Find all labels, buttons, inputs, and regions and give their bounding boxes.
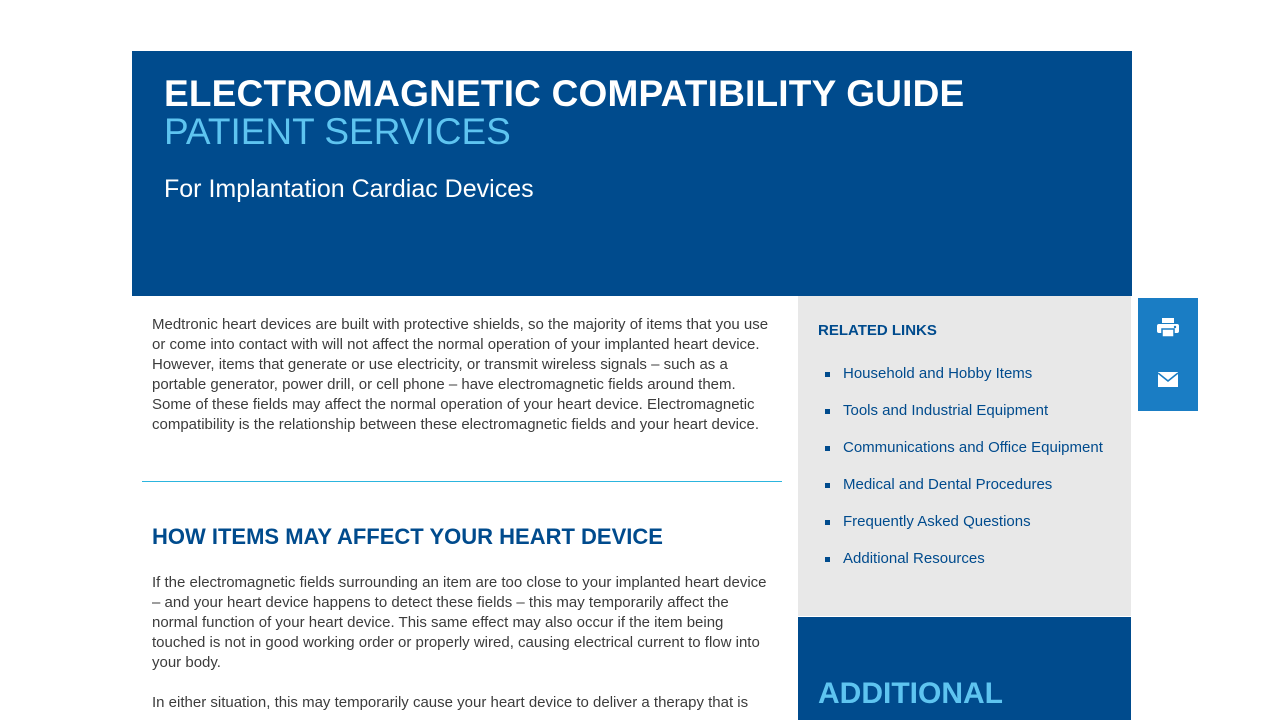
intro-paragraph: Medtronic heart devices are built with protective shields, so the majority of items that you use or come into contact with will not affect the normal operation of your implanted heart device. However, items that generate or use electricity, or transmit wireless signals – such as a portable generator, power drill, or cell phone – have electromagnetic fields around them. Some of these fields may affect the normal operation of your heart device. Electromagnetic compatibility is the relationship between these electromagnetic fields and your heart device. <box>152 316 769 433</box>
related-link-tools[interactable] <box>818 401 1118 421</box>
hero-banner <box>132 51 1132 296</box>
related-link-label[interactable]: Additional Resources <box>843 550 985 567</box>
related-links-panel <box>798 296 1131 616</box>
share-toolbar <box>1138 298 1198 411</box>
bullet-icon <box>825 557 830 562</box>
related-link-faq[interactable] <box>818 512 1118 532</box>
related-link-label[interactable]: Medical and Dental Procedures <box>843 476 1053 493</box>
printer-icon <box>1157 318 1179 338</box>
related-link-household[interactable] <box>818 364 1118 384</box>
related-links-heading: RELATED LINKS <box>818 322 937 339</box>
related-link-label[interactable]: Household and Hobby Items <box>843 365 1033 382</box>
related-link-communications[interactable] <box>818 438 1118 458</box>
body-paragraph: In either situation, this may temporarily cause your heart device to deliver a therapy that is <box>152 694 749 711</box>
additional-heading: ADDITIONAL <box>818 677 1003 710</box>
main-content <box>132 296 797 720</box>
related-link-label[interactable]: Tools and Industrial Equipment <box>843 402 1049 419</box>
page-subtitle: PATIENT SERVICES <box>164 111 511 152</box>
page-tagline: For Implantation Cardiac Devices <box>164 175 534 203</box>
related-links-list <box>818 364 1118 586</box>
page-title: ELECTROMAGNETIC COMPATIBILITY GUIDE <box>164 73 965 114</box>
bullet-icon <box>825 520 830 525</box>
bullet-icon <box>825 483 830 488</box>
envelope-icon <box>1158 372 1178 387</box>
related-link-resources[interactable] <box>818 549 1118 569</box>
related-link-label[interactable]: Frequently Asked Questions <box>843 513 1031 530</box>
bullet-icon <box>825 372 830 377</box>
email-button[interactable] <box>1138 354 1198 404</box>
section-divider <box>142 481 782 482</box>
related-link-label[interactable]: Communications and Office Equipment <box>843 439 1103 456</box>
bullet-icon <box>825 446 830 451</box>
body-paragraph: If the electromagnetic fields surrounding an item are too close to your implanted heart device – and your heart device happens to detect these fields – this may temporarily affect the normal function of your heart device. This same effect may also occur if the item being touched is not in good working order or properly wired, causing electrical current to flow into your body. <box>152 574 767 671</box>
section-heading: HOW ITEMS MAY AFFECT YOUR HEART DEVICE <box>152 524 663 549</box>
additional-panel <box>798 617 1131 720</box>
related-link-medical[interactable] <box>818 475 1118 495</box>
bullet-icon <box>825 409 830 414</box>
print-button[interactable] <box>1138 303 1198 353</box>
